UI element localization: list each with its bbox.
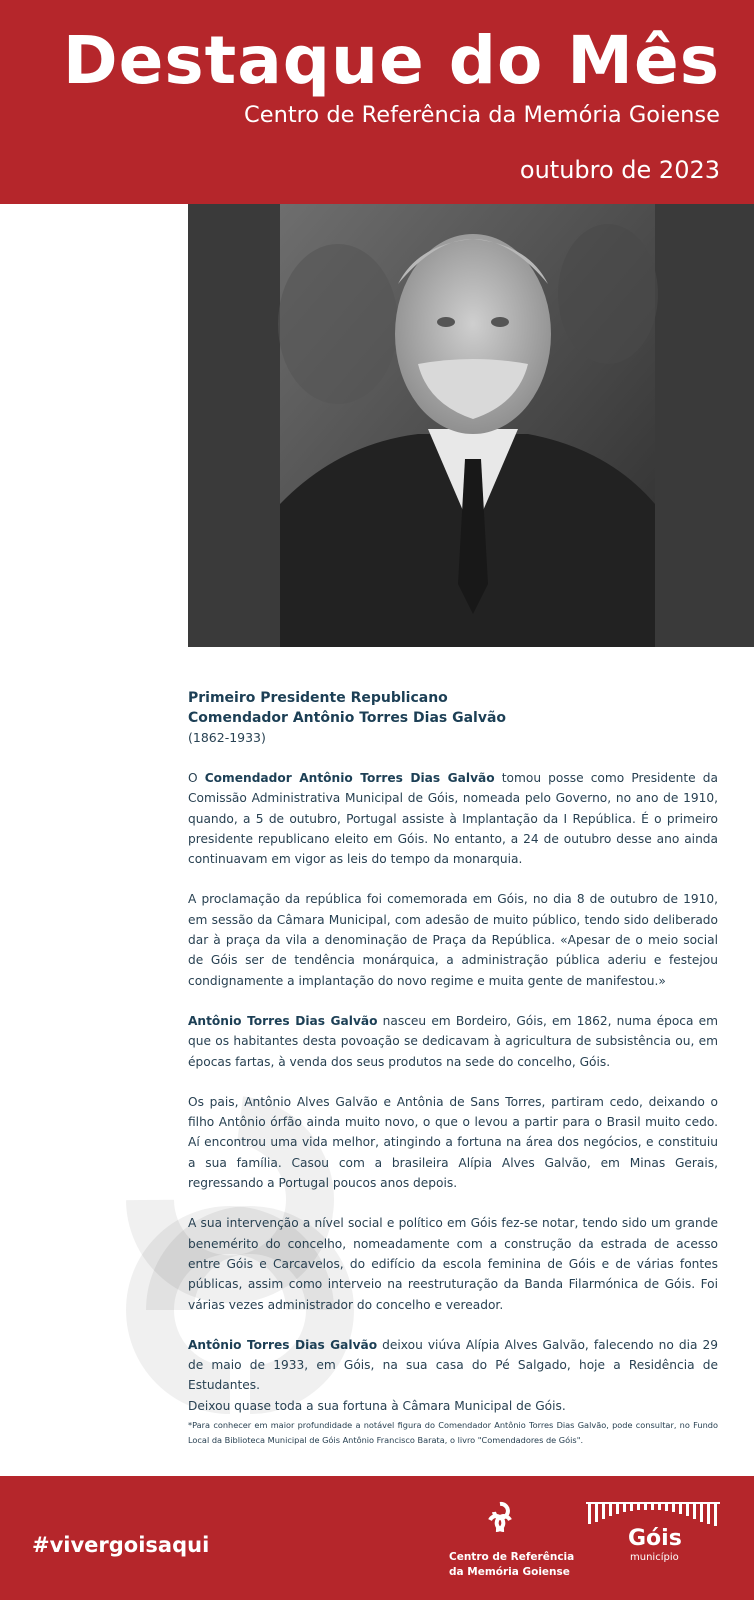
article xyxy=(188,688,718,1436)
paragraph-1 xyxy=(188,768,718,869)
edition-date: outubro de 2023 xyxy=(519,156,720,184)
paragraph-6-text: deixou viúva Alípia Alves Galvão, falecendo no dia 29 de maio de 1933, em Góis, na sua casa do Pé Salgado, hoje a Residência de Estudantes. xyxy=(188,1337,718,1393)
paragraph-3-bold: Antônio Torres Dias Galvão xyxy=(188,1013,378,1028)
paragraph-4: Os pais, Antônio Alves Galvão e Antônia de Sans Torres, partiram cedo, deixando o filho Antônio órfão ainda muito novo, o que o levou a partir para o Brasil muito cedo. Aí encontrou uma vida melhor, atingindo a fortuna na área dos negócios, e constituiu a sua família. Casou com a brasileira Alípia Alves Galvão, em Minas Gerais, regressando a Portugal poucos anos depois. xyxy=(188,1094,718,1191)
person-name: Comendador Antônio Torres Dias Galvão xyxy=(188,710,507,726)
footnote: *Para conhecer em maior profundidade a notável figura do Comendador Antônio Torres Dias Galvão, pode consultar, no Fundo Local da Biblioteca Municipal de Góis Antônio Francisco Barata, o livro "Comendadores de Góis". xyxy=(188,1420,718,1445)
crm-logo-text xyxy=(449,1550,574,1580)
portrait-photo xyxy=(188,204,754,647)
page-footer xyxy=(0,1476,754,1600)
hashtag: #vivergoisaqui xyxy=(32,1533,210,1557)
paragraph-6 xyxy=(188,1335,718,1416)
crm-line-1: Centro de Referência xyxy=(449,1551,575,1563)
page-title: Destaque do Mês xyxy=(62,22,720,99)
page-header xyxy=(0,0,754,204)
paragraph-1-text: tomou posse como Presidente da Comissão Administrativa Municipal de Góis, nomeada pelo Governo, no ano de 1910, quando, a 5 de outubro, Portugal assiste à Implantação da I República. É o primeiro presidente republicano eleito em Góis. No entanto, a 24 de outubro desse ano ainda continuavam em vigor as leis do tempo da monarquia. xyxy=(188,771,718,867)
person-years: (1862-1933) xyxy=(188,730,266,745)
paragraph-1-lead: O xyxy=(188,771,205,785)
article-heading: Primeiro Presidente Republicano xyxy=(188,690,448,706)
paragraph-2: A proclamação da república foi comemorada em Góis, no dia 8 de outubro de 1910, em sessão da Câmara Municipal, com adesão de muito público, tendo sido deliberado dar à praça da vila a denominação de Praça da República. «Apesar de o meio social de Góis ser de tendência monárquica, a administração pública aderiu e festejou condignamente a implantação do novo regime e muita gente de manifestou.» xyxy=(188,892,718,988)
paragraph-6-line2: Deixou quase toda a sua fortuna à Câmara Municipal de Góis. xyxy=(188,1398,566,1413)
gois-logo-sub: município xyxy=(630,1552,679,1563)
paragraph-3-text: nasceu em Bordeiro, Góis, em 1862, numa época em que os habitantes desta povoação se dedicavam à agricultura de subsistência ou, em épocas fartas, à venda dos seus produtos na sede do concelho, Góis. xyxy=(188,1013,718,1069)
paragraph-5: A sua intervenção a nível social e político em Góis fez-se notar, tendo sido um grande benemérito do concelho, nomeadamente com a construção da estrada de acesso entre Góis e Carcavelos, do edifício da escola feminina de Góis e de várias fontes públicas, assim como interveio na reestruturação da Banda Filarmónica de Góis. Foi várias vezes administrador do concelho e vereador. xyxy=(188,1216,718,1312)
paragraph-6-bold: Antônio Torres Dias Galvão xyxy=(188,1337,378,1352)
gois-bridge-icon xyxy=(586,1496,720,1526)
page-subtitle: Centro de Referência da Memória Goiense xyxy=(244,102,720,128)
paragraph-3 xyxy=(188,1011,718,1072)
crm-line-2: da Memória Goiense xyxy=(449,1566,570,1578)
gois-logo-name: Góis xyxy=(628,1526,682,1551)
crm-logo-icon xyxy=(480,1500,520,1540)
paragraph-1-bold: Comendador Antônio Torres Dias Galvão xyxy=(204,771,495,785)
